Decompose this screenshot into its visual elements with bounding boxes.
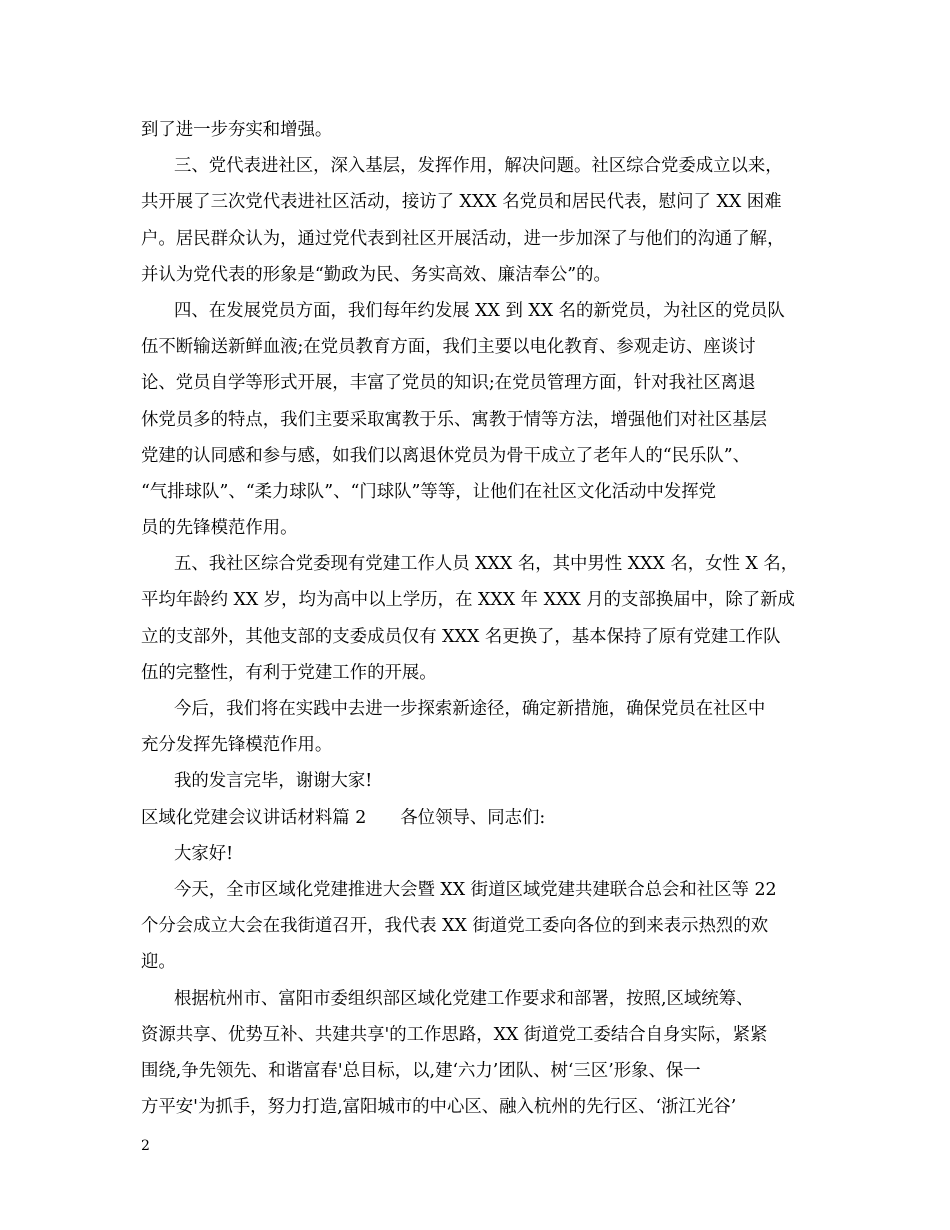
text-line: 并认为党代表的形象是“勤政为民、务实高效、廉洁奉公”的。 [141,264,611,285]
text-line: 迎。 [141,952,176,973]
text-line: 立的支部外，其他支部的支委成员仅有 XXX 名更换了，基本保持了原有党建工作队 [141,626,781,647]
text-line: 三、党代表进社区，深入基层，发挥作用，解决问题。社区综合党委成立以来， [174,156,783,177]
text-line: 户。居民群众认为，通过党代表到社区开展活动，进一步加深了与他们的沟通了解， [141,228,785,249]
text-line: 党建的认同感和参与感，如我们以离退休党员为骨干成立了老年人的“民乐队”、 [141,445,751,466]
text-line: 休党员多的特点，我们主要采取寓教于乐、寓教于情等方法，增强他们对社区基层 [141,409,768,430]
text-line: “气排球队”、“柔力球队”、“门球队”等等，让他们在社区文化活动中发挥党 [141,481,717,502]
text-line: 根据杭州市、富阳市委组织部区域化党建工作要求和部署，按照,区域统筹、 [174,988,754,1009]
text-line: 资源共享、优势互补、共建共享'的工作思路，XX 街道党工委结合自身实际，紧紧 [141,1024,768,1045]
text-line: 共开展了三次党代表进社区活动，接访了 XXX 名党员和居民代表，慰问了 XX 困难 [141,192,782,213]
text-line: 今天，全市区域化党建推进大会暨 XX 街道区域党建共建联合总会和社区等 22 [174,879,777,900]
text-line: 论、党员自学等形式开展，丰富了党员的知识;在党员管理方面，针对我社区离退 [141,373,756,394]
section-heading: 区域化党建会议讲话材料篇 2 [141,807,367,828]
text-line: 四、在发展党员方面，我们每年约发展 XX 到 XX 名的新党员，为社区的党员队 [174,300,785,321]
text-line: 大家好! [174,843,234,864]
text-line: 个分会成立大会在我街道召开，我代表 XX 街道党工委向各位的到来表示热烈的欢 [141,916,769,937]
text-line: 五、我社区综合党委现有党建工作人员 XXX 名，其中男性 XXX 名，女性 X 名， [174,554,799,575]
text-line: 今后，我们将在实践中去进一步探索新途径，确定新措施，确保党员在社区中 [174,699,766,719]
text-line: 我的发言完毕，谢谢大家! [174,771,373,792]
text-line: 平均年龄约 XX 岁，均为高中以上学历，在 XXX 年 XXX 月的支部换届中，除了新成 [141,590,795,611]
text-line: 充分发挥先锋模范作用。 [141,735,333,756]
text-line: 围绕,争先领先、和谐富春'总目标，以,建‘六力’团队、树‘三区’形象、保一 [141,1060,701,1081]
text-line: 伍的完整性，有利于党建工作的开展。 [141,662,437,683]
text-line: 方平安'为抓手，努力打造,富阳城市的中心区、融入杭州的先行区、‘浙江光谷’ [141,1097,737,1118]
salutation: 各位领导、同志们: [400,807,546,828]
text-line: 到了进一步夯实和增强。 [141,120,333,140]
text-line: 员的先锋模范作用。 [141,518,298,539]
page-number: 2 [141,1138,150,1154]
section-heading-line [141,800,813,836]
text-line: 伍不断输送新鲜血液;在党员教育方面，我们主要以电化教育、参观走访、座谈讨 [141,337,756,358]
document-body [141,112,813,1125]
